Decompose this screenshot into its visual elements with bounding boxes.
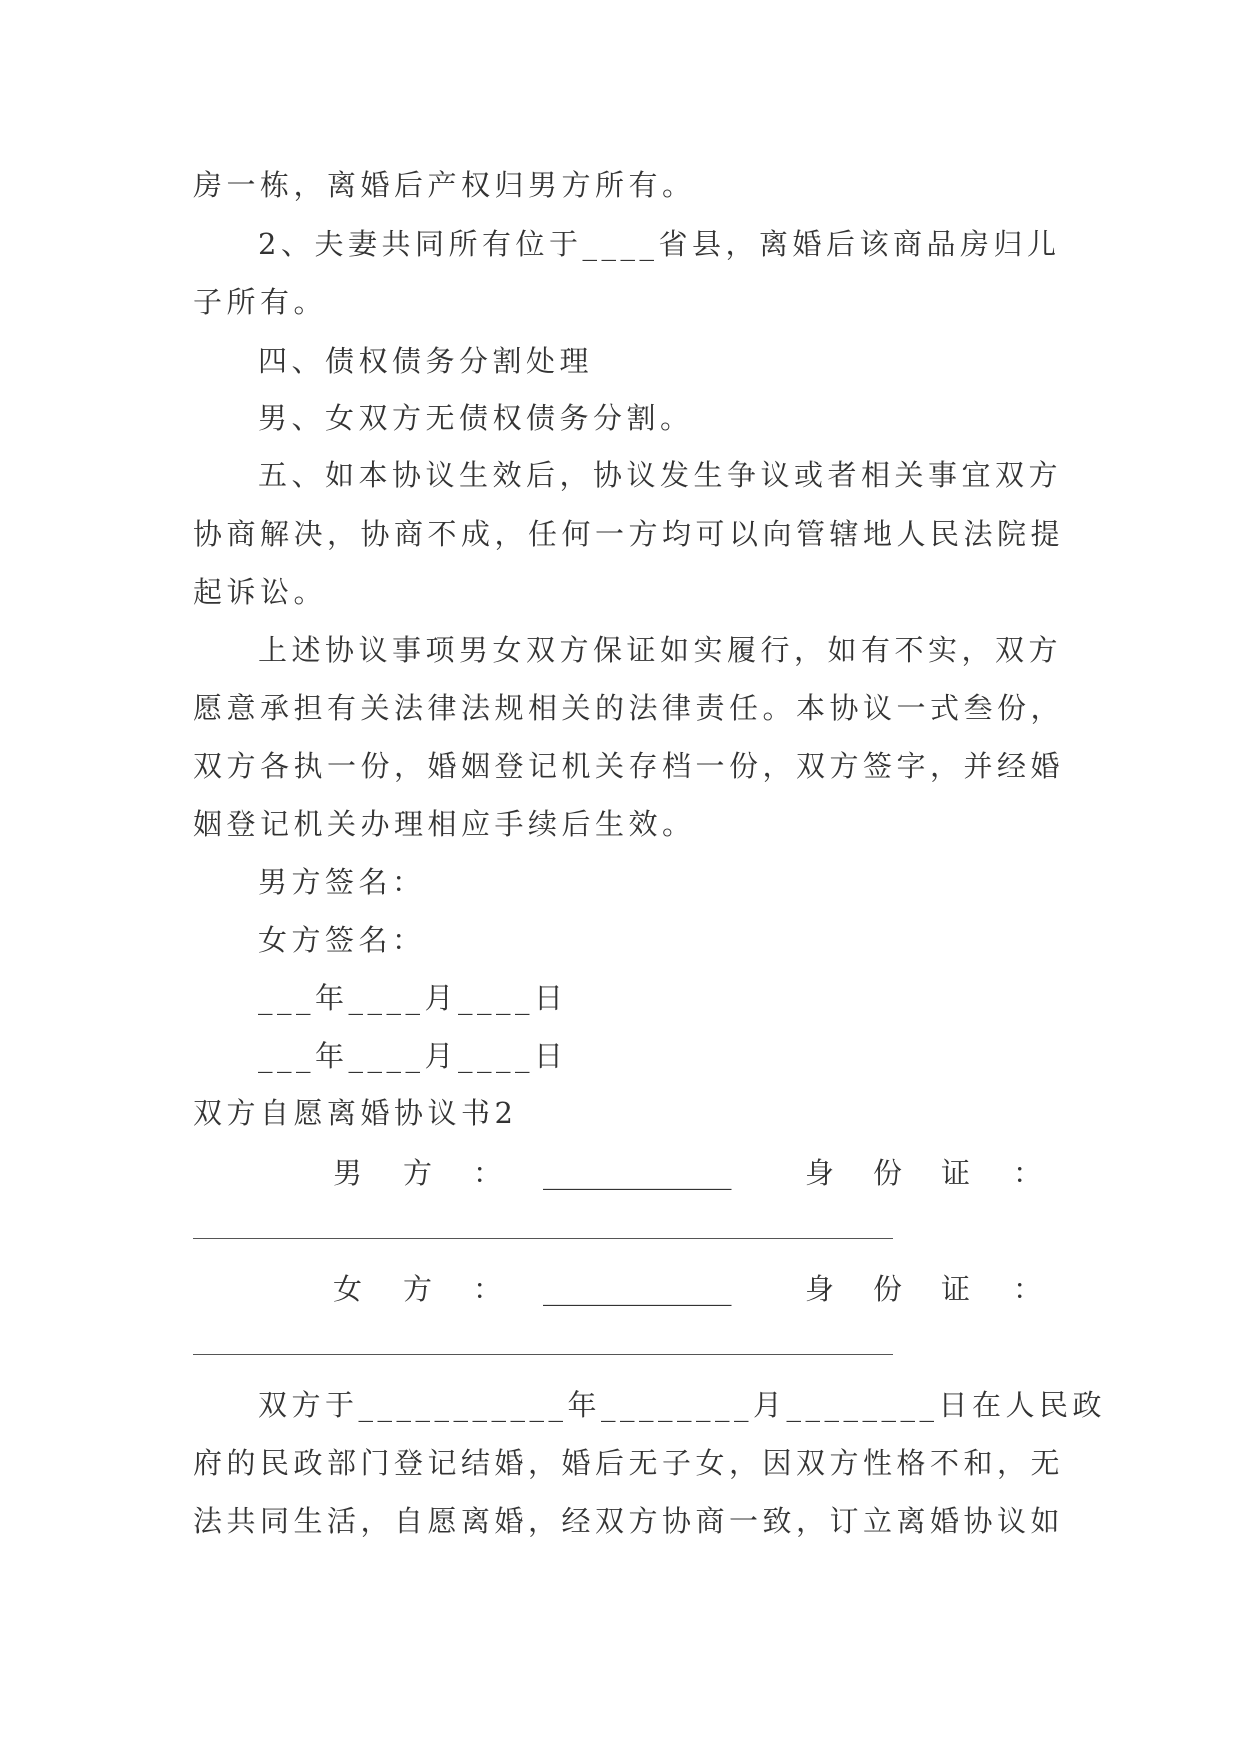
id-blank-line: [193, 1354, 893, 1355]
section-heading: 四、债权债务分割处理: [258, 344, 594, 378]
name-blank: _____________: [543, 1272, 732, 1306]
text-line: 上述协议事项男女双方保证如实履行，如有不实，双方: [258, 633, 1063, 667]
party-label: 方: [403, 1272, 433, 1306]
id-label: 证: [941, 1156, 971, 1190]
text-line: 法共同生活，自愿离婚，经双方协商一致，订立离婚协议如: [193, 1504, 1065, 1538]
text-line: 双方于___________年________月________日在人民政: [258, 1388, 1107, 1422]
text-line: 男、女双方无债权债务分割。: [258, 401, 694, 435]
text-line: 姻登记机关办理相应手续后生效。: [193, 807, 696, 841]
male-id-row: [193, 1153, 1048, 1193]
text-line: 子所有。: [193, 285, 328, 319]
colon: ：: [473, 1272, 503, 1306]
text-line: 双方各执一份，婚姻登记机关存档一份，双方签字，并经婚: [193, 749, 1065, 783]
text-line: 2、夫妻共同所有位于____省县，离婚后该商品房归儿: [258, 227, 1061, 261]
text-line: 房一栋，离婚后产权归男方所有。: [193, 168, 696, 202]
text-line: 府的民政部门登记结婚，婚后无子女，因双方性格不和，无: [193, 1446, 1065, 1480]
date-line: ___年____月____日: [258, 981, 568, 1015]
text-line: 协商解决，协商不成，任何一方均可以向管辖地人民法院提: [193, 517, 1065, 551]
party-label: 男: [333, 1156, 363, 1190]
name-blank: _____________: [543, 1156, 732, 1190]
id-label: 身: [805, 1272, 835, 1306]
document-title: 双方自愿离婚协议书2: [193, 1096, 518, 1130]
colon: ：: [1013, 1156, 1043, 1190]
female-signature-label: 女方签名：: [258, 923, 426, 957]
id-blank-line: [193, 1238, 893, 1239]
male-signature-label: 男方签名：: [258, 865, 426, 899]
text-line: 愿意承担有关法律法规相关的法律责任。本协议一式叁份，: [193, 691, 1065, 725]
colon: ：: [1013, 1272, 1043, 1306]
id-label: 证: [941, 1272, 971, 1306]
id-label: 份: [873, 1156, 903, 1190]
section-heading: 五、如本协议生效后，协议发生争议或者相关事宜双方: [258, 458, 1063, 492]
id-label: 份: [873, 1272, 903, 1306]
id-label: 身: [805, 1156, 835, 1190]
colon: ：: [473, 1156, 503, 1190]
party-label: 方: [403, 1156, 433, 1190]
female-id-row: [193, 1269, 1048, 1309]
date-line: ___年____月____日: [258, 1039, 568, 1073]
text-line: 起诉讼。: [193, 575, 328, 609]
party-label: 女: [333, 1272, 363, 1306]
